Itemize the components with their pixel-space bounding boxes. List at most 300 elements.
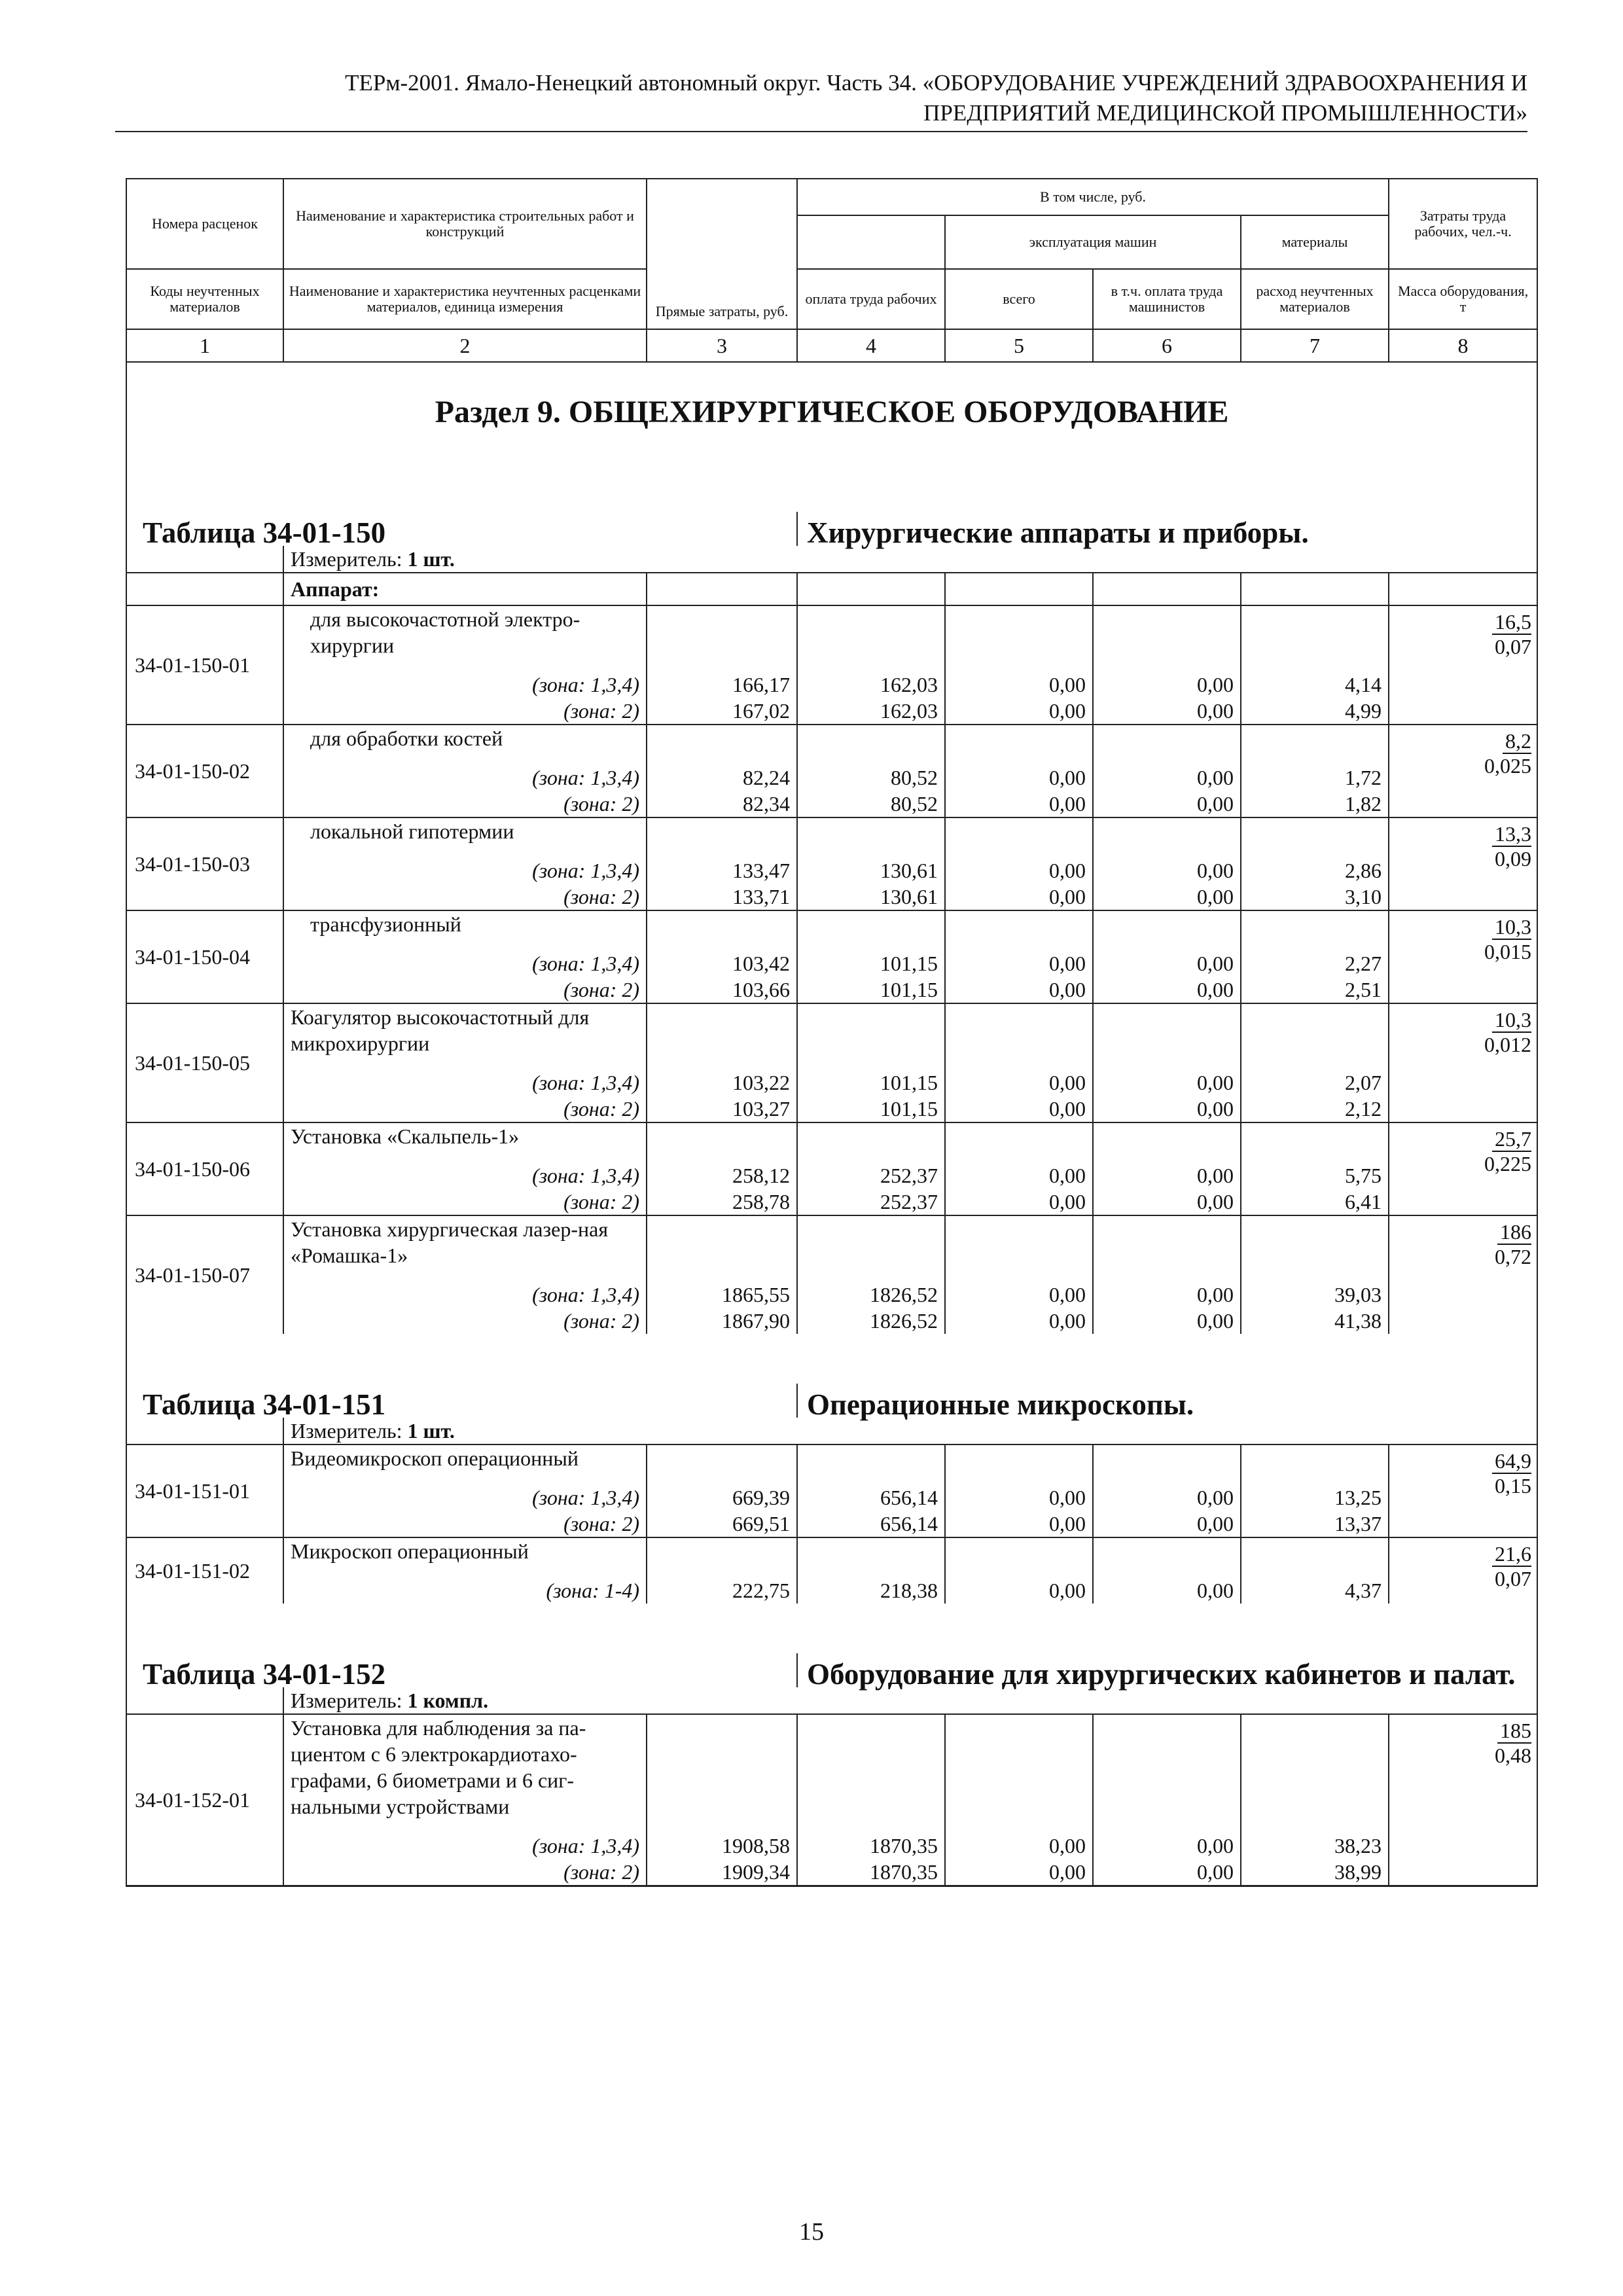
spacer [647, 1471, 797, 1484]
value-cell: 0,00 [1093, 698, 1241, 725]
empty-cell [945, 1537, 1093, 1564]
spacer [283, 1564, 647, 1577]
rate-name: Коагулятор высокочастотный для микрохирургии [283, 1003, 647, 1056]
mass-labor [1389, 725, 1537, 817]
table-gap [126, 462, 1537, 512]
empty-cell [945, 725, 1093, 751]
value-cell: 0,00 [945, 1308, 1093, 1334]
labor-hours: 16,5 [1492, 610, 1531, 635]
value-cell: 0,00 [1093, 1484, 1241, 1511]
empty-cell [797, 910, 945, 937]
spacer [1241, 573, 1389, 605]
unit-value: 1 шт. [407, 547, 455, 571]
value-cell: 0,00 [1093, 857, 1241, 884]
unit-value: 1 компл. [407, 1689, 489, 1712]
empty-cell [945, 817, 1093, 844]
blank-row [126, 1564, 1537, 1577]
page-number: 15 [799, 2218, 824, 2246]
spacer [283, 1268, 647, 1282]
spacer [647, 1149, 797, 1162]
col-number: 4 [797, 329, 945, 362]
zone-label: (зона: 1,3,4) [283, 1282, 647, 1308]
value-cell: 0,00 [945, 950, 1093, 977]
empty-cell [797, 1122, 945, 1149]
empty-cell [647, 910, 797, 937]
empty-cell [797, 1003, 945, 1056]
empty-cell [647, 1122, 797, 1149]
running-head-line1: ТЕРм-2001. Ямало-Ненецкий автономный округ. Часть 34. «ОБОРУДОВАНИЕ УЧРЕЖДЕНИЙ ЗДРАВООХРАНЕНИЯ И [345, 70, 1527, 96]
spacer [126, 546, 283, 573]
empty-cell [1093, 605, 1241, 658]
zone-row [126, 1577, 1537, 1604]
col-number: 2 [283, 329, 647, 362]
spacer [797, 1820, 945, 1833]
empty-cell [945, 1714, 1093, 1820]
spacer [1093, 1149, 1241, 1162]
value-cell: 0,00 [1093, 1859, 1241, 1886]
spacer [945, 1564, 1093, 1577]
value-cell: 6,41 [1241, 1189, 1389, 1215]
labor-hours: 25,7 [1492, 1127, 1531, 1152]
spacer [647, 573, 797, 605]
empty-cell [797, 1714, 945, 1820]
value-cell: 0,00 [1093, 791, 1241, 817]
hdr-equipment-mass: Масса оборудования, т [1389, 269, 1537, 329]
mass-labor [1389, 1714, 1537, 1886]
spacer [647, 1268, 797, 1282]
hdr-materials: материалы [1241, 215, 1389, 269]
rate-code: 34-01-150-03 [126, 817, 283, 910]
blank-row [126, 1056, 1537, 1069]
value-cell: 3,10 [1241, 884, 1389, 910]
spacer [945, 751, 1093, 764]
rate-name: для высокочастотной электро-хирургии [283, 605, 647, 658]
empty-cell [647, 1537, 797, 1564]
spacer [1093, 658, 1241, 672]
value-cell: 38,23 [1241, 1833, 1389, 1859]
value-cell: 0,00 [945, 1511, 1093, 1537]
spacer [1093, 844, 1241, 857]
rate-item [126, 1537, 1537, 1564]
unit-measure [283, 546, 1537, 573]
value-cell: 103,42 [647, 950, 797, 977]
value-cell: 4,99 [1241, 698, 1389, 725]
zone-label: (зона: 1,3,4) [283, 1484, 647, 1511]
value-cell: 0,00 [945, 977, 1093, 1003]
empty-cell [1241, 1003, 1389, 1056]
unit-row [126, 1687, 1537, 1714]
value-cell: 0,00 [945, 1859, 1093, 1886]
empty-cell [797, 1537, 945, 1564]
value-cell: 0,00 [1093, 1282, 1241, 1308]
empty-cell [1093, 817, 1241, 844]
table-gap [126, 1334, 1537, 1384]
value-cell: 0,00 [945, 1162, 1093, 1189]
empty-cell [1241, 1537, 1389, 1564]
labor-hours: 13,3 [1492, 822, 1531, 847]
rate-code: 34-01-150-04 [126, 910, 283, 1003]
value-cell: 0,00 [945, 764, 1093, 791]
spacer [1093, 1471, 1241, 1484]
zone-label: (зона: 1,3,4) [283, 857, 647, 884]
spacer [283, 1471, 647, 1484]
empty-cell [797, 725, 945, 751]
rate-name: для обработки костей [283, 725, 647, 751]
value-cell: 0,00 [945, 1282, 1093, 1308]
blank-row [126, 1268, 1537, 1282]
value-cell: 130,61 [797, 857, 945, 884]
value-cell: 1870,35 [797, 1833, 945, 1859]
spacer [126, 1418, 283, 1444]
empty-cell [1093, 1444, 1241, 1471]
table-title: Операционные микроскопы. [797, 1384, 1537, 1418]
value-cell: 0,00 [945, 1484, 1093, 1511]
value-cell: 166,17 [647, 672, 797, 698]
value-cell: 0,00 [1093, 1096, 1241, 1122]
value-cell: 1,72 [1241, 764, 1389, 791]
spacer [945, 658, 1093, 672]
hdr-unaccounted-consumption: расход неучтенных материалов [1241, 269, 1389, 329]
zone-label: (зона: 1,3,4) [283, 672, 647, 698]
running-head-line2: ПРЕДПРИЯТИЙ МЕДИЦИНСКОЙ ПРОМЫШЛЕННОСТИ» [923, 100, 1527, 126]
value-cell: 1,82 [1241, 791, 1389, 817]
zone-label: (зона: 1-4) [283, 1577, 647, 1604]
spacer [647, 658, 797, 672]
spacer [1241, 1471, 1389, 1484]
value-cell: 1826,52 [797, 1308, 945, 1334]
section-title-row [126, 362, 1537, 462]
zone-label: (зона: 2) [283, 1189, 647, 1215]
spacer [797, 1471, 945, 1484]
blank-row [126, 1149, 1537, 1162]
spacer [945, 937, 1093, 950]
zone-label: (зона: 2) [283, 884, 647, 910]
empty-cell [1241, 910, 1389, 937]
value-cell: 0,00 [945, 672, 1093, 698]
zone-label: (зона: 1,3,4) [283, 764, 647, 791]
col-number: 3 [647, 329, 797, 362]
empty-cell [1093, 910, 1241, 937]
equipment-mass: 0,07 [1495, 1567, 1532, 1590]
empty-cell [647, 1714, 797, 1820]
empty-cell [1093, 1714, 1241, 1820]
hdr-direct-costs: Прямые затраты, руб. [647, 179, 797, 329]
value-cell: 1908,58 [647, 1833, 797, 1859]
value-cell: 101,15 [797, 977, 945, 1003]
value-cell: 0,00 [945, 1833, 1093, 1859]
zone-row [126, 1069, 1537, 1096]
value-cell: 162,03 [797, 672, 945, 698]
col-number: 6 [1093, 329, 1241, 362]
header-rule [115, 131, 1527, 132]
zone-row [126, 1308, 1537, 1334]
empty-cell [945, 1444, 1093, 1471]
zone-row [126, 857, 1537, 884]
zone-row [126, 1096, 1537, 1122]
equipment-mass: 0,025 [1484, 754, 1532, 778]
spacer [647, 937, 797, 950]
value-cell: 13,25 [1241, 1484, 1389, 1511]
value-cell: 0,00 [1093, 1511, 1241, 1537]
spacer [1093, 1268, 1241, 1282]
value-cell: 2,12 [1241, 1096, 1389, 1122]
table-heading [126, 512, 1537, 546]
rate-code: 34-01-150-02 [126, 725, 283, 817]
table-number: Таблица 34-01-150 [126, 512, 797, 546]
unit-row [126, 1418, 1537, 1444]
hdr-name-char: Наименование и характеристика строительных работ и конструкций [283, 179, 647, 269]
value-cell: 0,00 [1093, 764, 1241, 791]
spacer [283, 937, 647, 950]
value-cell: 5,75 [1241, 1162, 1389, 1189]
table-title: Оборудование для хирургических кабинетов и палат. [797, 1653, 1537, 1687]
rate-name: трансфузионный [283, 910, 647, 937]
value-cell: 101,15 [797, 1096, 945, 1122]
mass-labor [1389, 1122, 1537, 1215]
labor-hours: 21,6 [1492, 1542, 1531, 1567]
empty-cell [945, 605, 1093, 658]
value-cell: 101,15 [797, 1069, 945, 1096]
empty-cell [647, 605, 797, 658]
spacer [1241, 1268, 1389, 1282]
blank-row [126, 658, 1537, 672]
empty-cell [1241, 1215, 1389, 1268]
empty-cell [797, 605, 945, 658]
table-gap [126, 1604, 1537, 1653]
rate-name: локальной гипотермии [283, 817, 647, 844]
empty-cell [797, 817, 945, 844]
spacer [126, 573, 283, 605]
equipment-mass: 0,225 [1484, 1152, 1532, 1175]
zone-row [126, 1859, 1537, 1886]
value-cell: 252,37 [797, 1162, 945, 1189]
value-cell: 103,22 [647, 1069, 797, 1096]
value-cell: 0,00 [945, 1096, 1093, 1122]
spacer [797, 1149, 945, 1162]
spacer [945, 1056, 1093, 1069]
value-cell: 669,51 [647, 1511, 797, 1537]
unit-value: 1 шт. [407, 1419, 455, 1443]
spacer [647, 751, 797, 764]
spacer [1241, 658, 1389, 672]
value-cell: 218,38 [797, 1577, 945, 1604]
value-cell: 133,47 [647, 857, 797, 884]
unit-row [126, 546, 1537, 573]
zone-row [126, 1162, 1537, 1189]
spacer [797, 1056, 945, 1069]
value-cell: 656,14 [797, 1511, 945, 1537]
empty-cell [945, 1003, 1093, 1056]
value-cell: 133,71 [647, 884, 797, 910]
value-cell: 41,38 [1241, 1308, 1389, 1334]
spacer [1093, 1564, 1241, 1577]
value-cell: 80,52 [797, 791, 945, 817]
spacer [647, 1564, 797, 1577]
rate-item [126, 817, 1537, 844]
zone-label: (зона: 2) [283, 1096, 647, 1122]
table-number: Таблица 34-01-152 [126, 1653, 797, 1687]
spacer [647, 1820, 797, 1833]
mass-labor [1389, 605, 1537, 725]
spacer [1093, 1056, 1241, 1069]
equipment-mass: 0,012 [1484, 1033, 1532, 1056]
blank-row [126, 1820, 1537, 1833]
labor-hours: 64,9 [1492, 1449, 1531, 1474]
value-cell: 4,14 [1241, 672, 1389, 698]
spacer [797, 937, 945, 950]
spacer [1093, 1820, 1241, 1833]
rate-code: 34-01-151-01 [126, 1444, 283, 1537]
value-cell: 0,00 [945, 1577, 1093, 1604]
blank-row [126, 1471, 1537, 1484]
rate-name: Установка хирургическая лазер-ная «Ромашка-1» [283, 1215, 647, 1268]
value-cell: 167,02 [647, 698, 797, 725]
equipment-mass: 0,48 [1495, 1744, 1532, 1767]
zone-row [126, 1189, 1537, 1215]
value-cell: 1909,34 [647, 1859, 797, 1886]
value-cell: 130,61 [797, 884, 945, 910]
empty-cell [647, 1003, 797, 1056]
value-cell: 252,37 [797, 1189, 945, 1215]
labor-hours: 185 [1497, 1719, 1531, 1744]
value-cell: 2,27 [1241, 950, 1389, 977]
table-number: Таблица 34-01-151 [126, 1384, 797, 1418]
value-cell: 0,00 [1093, 884, 1241, 910]
value-cell: 0,00 [1093, 1833, 1241, 1859]
zone-row [126, 698, 1537, 725]
value-cell: 0,00 [945, 857, 1093, 884]
value-cell: 103,66 [647, 977, 797, 1003]
table-heading [126, 1384, 1537, 1418]
hdr-codes-unaccounted: Коды неучтенных материалов [126, 269, 283, 329]
hdr-rate-numbers: Номера расценок [126, 179, 283, 269]
rate-item [126, 1714, 1537, 1820]
empty-cell [1093, 725, 1241, 751]
spacer [1241, 751, 1389, 764]
spacer [126, 462, 1537, 512]
running-head [115, 68, 1527, 128]
spacer [283, 658, 647, 672]
empty-cell [1241, 1714, 1389, 1820]
mass-labor [1389, 910, 1537, 1003]
zone-row [126, 764, 1537, 791]
hdr-labor-costs: Затраты труда рабочих, чел.-ч. [1389, 179, 1537, 269]
value-cell: 0,00 [1093, 977, 1241, 1003]
value-cell: 39,03 [1241, 1282, 1389, 1308]
spacer [1241, 937, 1389, 950]
empty-cell [647, 817, 797, 844]
value-cell: 101,15 [797, 950, 945, 977]
rate-code: 34-01-150-05 [126, 1003, 283, 1122]
spacer [945, 844, 1093, 857]
equipment-mass: 0,15 [1495, 1474, 1532, 1498]
unit-measure [283, 1687, 1537, 1714]
empty-cell [647, 1215, 797, 1268]
equipment-mass: 0,72 [1495, 1245, 1532, 1268]
rate-item [126, 1444, 1537, 1471]
table-heading [126, 1653, 1537, 1687]
spacer [1389, 573, 1537, 605]
value-cell: 0,00 [945, 1069, 1093, 1096]
empty-cell [647, 725, 797, 751]
zone-row [126, 950, 1537, 977]
rate-code: 34-01-150-07 [126, 1215, 283, 1334]
empty-cell [1241, 725, 1389, 751]
zone-label: (зона: 2) [283, 1308, 647, 1334]
zone-label: (зона: 1,3,4) [283, 1833, 647, 1859]
value-cell: 0,00 [1093, 950, 1241, 977]
blank-row [126, 844, 1537, 857]
value-cell: 222,75 [647, 1577, 797, 1604]
value-cell: 0,00 [1093, 672, 1241, 698]
spacer [797, 751, 945, 764]
unit-measure [283, 1418, 1537, 1444]
labor-hours: 186 [1497, 1220, 1531, 1245]
value-cell: 162,03 [797, 698, 945, 725]
value-cell: 0,00 [945, 1189, 1093, 1215]
value-cell: 0,00 [1093, 1577, 1241, 1604]
spacer [283, 751, 647, 764]
spacer [126, 1604, 1537, 1653]
group-label-row [126, 573, 1537, 605]
zone-label: (зона: 2) [283, 977, 647, 1003]
value-cell: 82,34 [647, 791, 797, 817]
zone-row [126, 1484, 1537, 1511]
mass-labor [1389, 817, 1537, 910]
value-cell: 1870,35 [797, 1859, 945, 1886]
zone-row [126, 791, 1537, 817]
rate-item [126, 910, 1537, 937]
blank-row [126, 751, 1537, 764]
spacer [1093, 573, 1241, 605]
spacer [1241, 1564, 1389, 1577]
value-cell: 656,14 [797, 1484, 945, 1511]
zone-label: (зона: 1,3,4) [283, 950, 647, 977]
spacer [283, 844, 647, 857]
spacer [945, 1149, 1093, 1162]
spacer [797, 573, 945, 605]
empty-cell [797, 1215, 945, 1268]
labor-hours: 10,3 [1492, 1008, 1531, 1033]
rate-item [126, 1003, 1537, 1056]
spacer [647, 844, 797, 857]
empty-cell [1093, 1215, 1241, 1268]
rate-item [126, 725, 1537, 751]
rate-name: Видеомикроскоп операционный [283, 1444, 647, 1471]
zone-label: (зона: 2) [283, 698, 647, 725]
zone-row [126, 977, 1537, 1003]
spacer [647, 1056, 797, 1069]
spacer [945, 573, 1093, 605]
labor-hours: 10,3 [1492, 915, 1531, 940]
spacer [1241, 1820, 1389, 1833]
empty-cell [1093, 1122, 1241, 1149]
hdr-in-that: В том числе, руб. [797, 179, 1389, 215]
value-cell: 4,37 [1241, 1577, 1389, 1604]
value-cell: 103,27 [647, 1096, 797, 1122]
zone-row [126, 1282, 1537, 1308]
spacer [1241, 844, 1389, 857]
zone-row [126, 1511, 1537, 1537]
hdr-total: всего [945, 269, 1093, 329]
value-cell: 0,00 [945, 698, 1093, 725]
col-number: 5 [945, 329, 1093, 362]
zone-label: (зона: 2) [283, 1511, 647, 1537]
labor-hours: 8,2 [1503, 729, 1531, 754]
hdr-incl-operator-pay: в т.ч. оплата труда машинистов [1093, 269, 1241, 329]
value-cell: 0,00 [945, 884, 1093, 910]
spacer [126, 1687, 283, 1714]
